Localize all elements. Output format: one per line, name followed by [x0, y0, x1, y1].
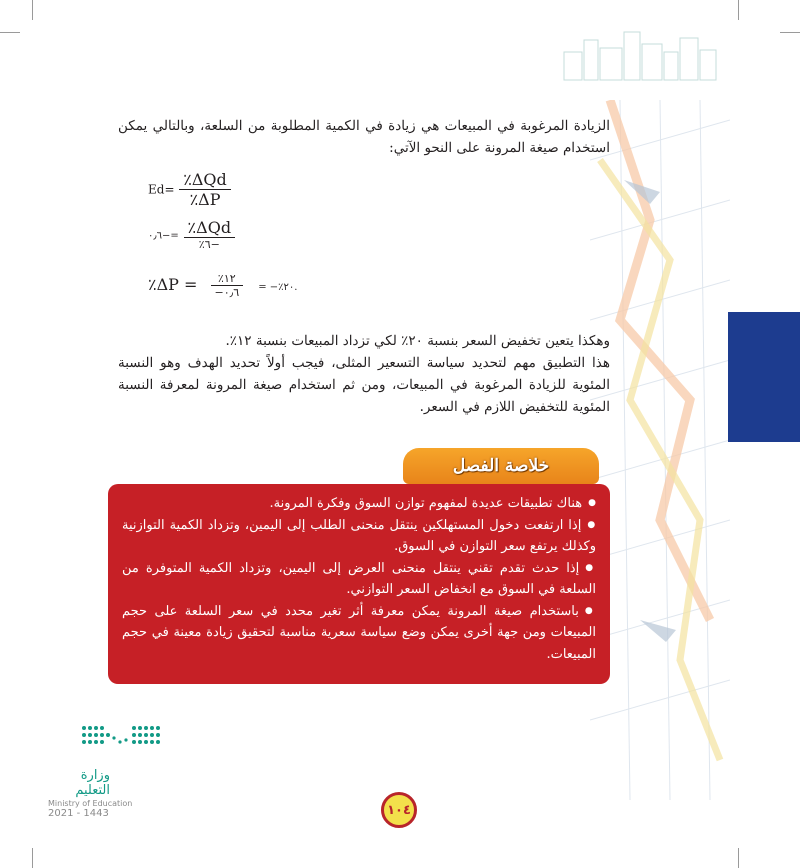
summary-item: ● إذا حدث تقدم تقني ينتقل منحنى العرض إلى اليمين، وتزداد الكمية المتوفرة من السلعة في السوق مع انخفاض السعر التوازني. — [122, 558, 596, 601]
crop-mark — [0, 32, 20, 33]
ministry-name-arabic: وزارة التعليم — [75, 768, 110, 798]
fraction — [184, 218, 236, 251]
crop-mark — [32, 0, 33, 20]
intro-paragraph: الزيادة المرغوبة في المبيعات هي زيادة في الكمية المطلوبة من السلعة، وبالتالي يمكن استخدام صيغة المرونة على النحو الآتي: — [118, 118, 610, 156]
crop-mark — [780, 32, 800, 33]
crop-mark — [738, 848, 739, 868]
trend-lines-decoration — [590, 100, 730, 800]
page-number: ١٠٤ — [381, 792, 417, 828]
fraction-denominator: −٠٫٦ — [214, 286, 240, 299]
summary-box — [108, 484, 610, 684]
note-paragraph: هذا التطبيق مهم لتحديد سياسة التسعير المثلى، فيجب أولاً تحديد الهدف وهو النسبة المئوية للزيادة المرغوبة في المبيعات، ومن ثم استخدام صيغة المرونة لمعرفة النسبة المئوية للتخفيض اللازم في السعر. — [118, 355, 610, 415]
edition-year: 2021 - 1443 — [48, 808, 109, 819]
fraction-numerator: ٪١٢ — [211, 272, 244, 286]
summary-item: ● باستخدام صيغة المرونة يمكن معرفة أثر تغير محدد في سعر السلعة على حجم المبيعات ومن جهة أخرى يمكن وضع سياسة سعرية مناسبة لتحقيق زيادة معينة في حجم المبيعات. — [122, 601, 596, 666]
summary-item: ● إذا ارتفعت دخول المستهلكين ينتقل منحنى الطلب إلى اليمين، وتزداد الكمية التوازنية وكذلك يرتفع سعر التوازن في السوق. — [122, 515, 596, 558]
summary-title: خلاصة الفصل — [403, 448, 599, 484]
chapter-side-tab — [728, 312, 800, 442]
skyline-decoration — [560, 22, 720, 82]
fraction-numerator: ٪ΔQd — [184, 218, 236, 238]
ministry-name-english: Ministry of Education — [48, 799, 133, 808]
result-paragraph: وهكذا يتعين تخفيض السعر بنسبة ٢٠٪ لكي تزداد المبيعات بنسبة ١٢٪. — [225, 333, 610, 349]
equation-elasticity — [148, 170, 231, 209]
equation-result — [148, 272, 297, 299]
equation-substitution — [148, 218, 235, 251]
equation-lhs: Ed= — [148, 182, 175, 197]
equation-lhs: ٠٫٦−= — [148, 230, 179, 242]
fraction-denominator: ٪٦− — [198, 238, 220, 251]
summary-item: ● هناك تطبيقات عديدة لمفهوم توازن السوق وفكرة المرونة. — [122, 493, 596, 515]
crop-mark — [738, 0, 739, 20]
ministry-logo-icon — [80, 722, 162, 760]
fraction-denominator: ٪ΔP — [189, 190, 221, 209]
crop-mark — [32, 848, 33, 868]
ministry-branding — [48, 768, 168, 819]
summary-list — [108, 484, 610, 665]
equation-rhs: = −٪٢٠. — [258, 282, 298, 293]
fraction — [211, 272, 244, 299]
equation-lhs: ٪ΔP = — [148, 275, 198, 294]
fraction-numerator: ٪ΔQd — [179, 170, 231, 190]
fraction — [179, 170, 231, 209]
